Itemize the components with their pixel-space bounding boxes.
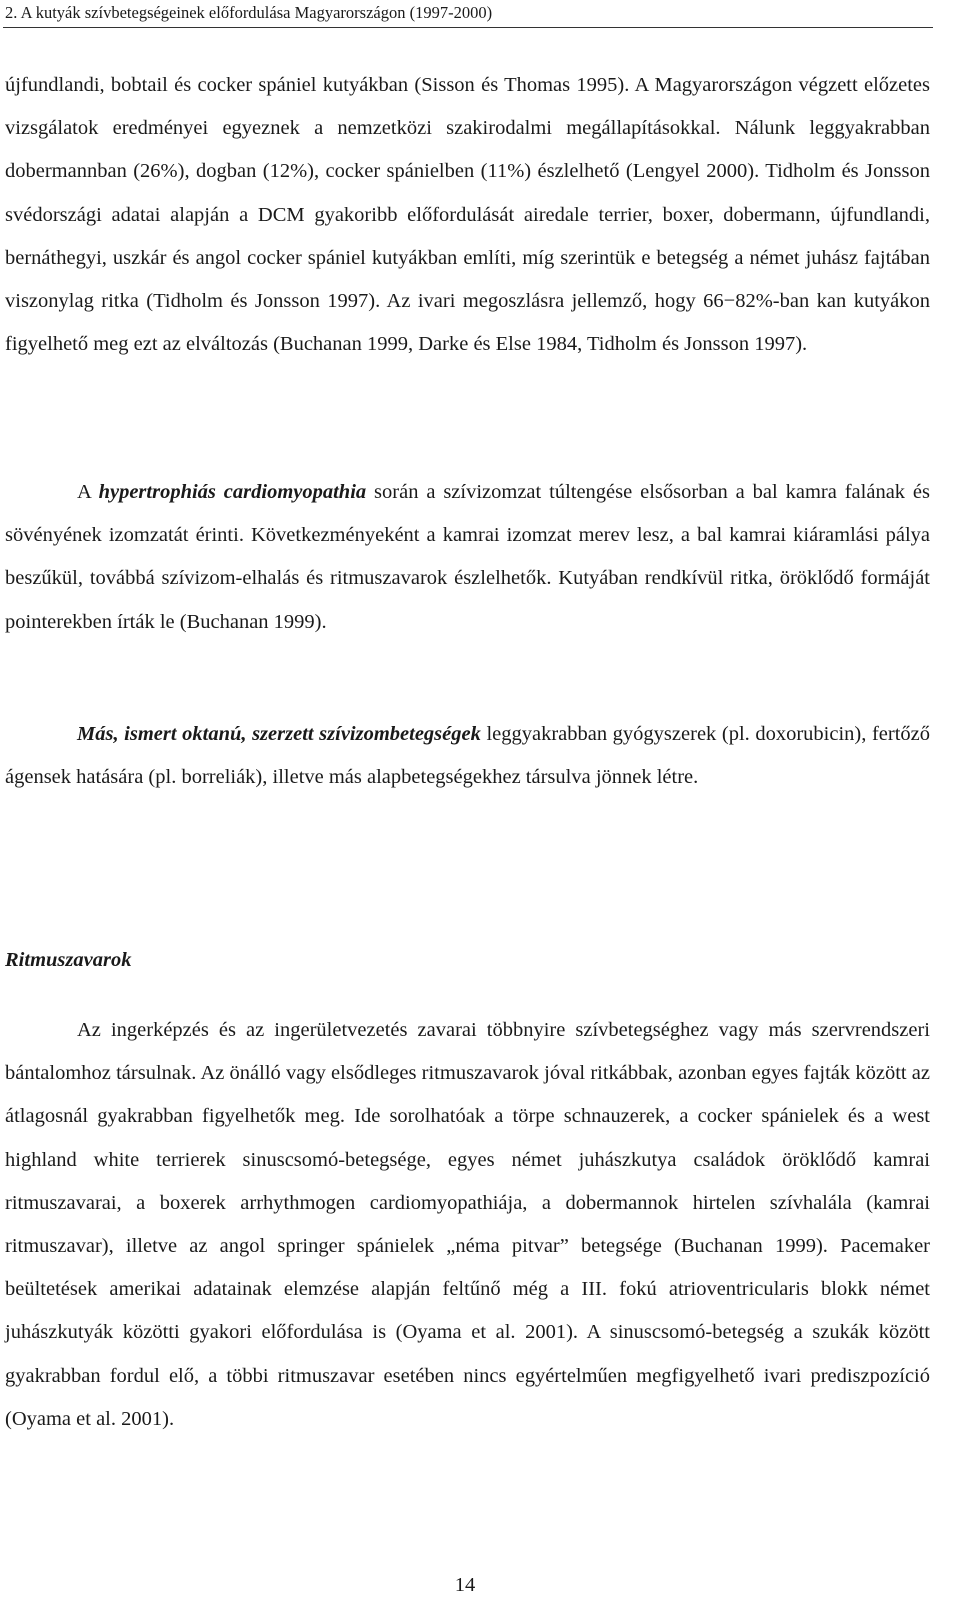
paragraph-body: leggyakrabban gyógyszerek (pl. doxorubicin), fertőző ágensek hatására (pl. borreliák), illetve más alapbetegségekhez társulva jönnek létre. — [5, 723, 930, 789]
section-heading: Ritmuszavarok — [5, 949, 132, 971]
paragraph-body: során a szívizomzat túltengése elsősorban a bal kamra falának és sövényének izomzatát érinti. Következményeként a kamrai izomzat merev lesz, a bal kamrai kiáramlási pálya beszűkül, továbbá szívizom-elhalás és ritmuszavarok észlelhetők. Kutyában rendkívül ritka, öröklődő formáját pointerekben írták le (Buchanan 1999). — [5, 481, 931, 633]
running-header: 2. A kutyák szívbetegségeinek előfordulása Magyarországon (1997-2000) — [5, 3, 493, 22]
paragraph-arrhythmias: Az ingerképzés és az ingerületvezetés zavarai többnyire szívbetegséghez vagy más szervrendszeri bántalomhoz társulnak. Az önálló vagy elsődleges ritmuszavarok jóval ritkábbak, azonban egyes fajták között az átlagosnál gyakrabban figyelhetők meg. Ide sorolhatóak a törpe schnauzerek, a cocker spánielek és a west highland white terrierek sinuscsomó-betegsége, egyes német juhászkutya családok öröklődő kamrai ritmuszavarai, a boxerek arrhythmogen cardiomyopathiája, a dobermannok hirtelen szívhalála (kamrai ritmuszavar), illetve az angol springer spánielek „néma pitvar” betegsége (Buchanan 1999). Pacemaker beültetések amerikai adatainak elemzése alapján feltűnő még a III. fokú atrioventricularis blokk német juhászkutyák közötti gyakori előfordulása is (Oyama et al. 2001). A sinuscsomó-betegség a szukák között gyakrabban fordul elő, a többi ritmuszavar esetében nincs egyértelműen megfigyelhető ivari prediszpozíció (Oyama et al. 2001). — [5, 1019, 930, 1430]
header-rule — [3, 27, 933, 28]
term-hypertrophic-cardiomyopathy: hypertrophiás cardiomyopathia — [98, 481, 367, 503]
paragraph-dcm-breeds: újfundlandi, bobtail és cocker spániel kutyákban (Sisson és Thomas 1995). A Magyarországon végzett előzetes vizsgálatok eredményei egyeznek a nemzetközi szakirodalmi megállapításokkal. Nálunk leggyakrabban dobermannban (26%), dogban (12%), cocker spánielben (11%) észlelhető (Lengyel 2000). Tidholm és Jonsson svédországi adatai alapján a DCM gyakoribb előfordulását airedale terrier, boxer, dobermann, újfundlandi, bernáthegyi, uszkár és angol cocker spániel kutyákban említi, míg szerintük e betegség a német juhász fajtában viszonylag ritka (Tidholm és Jonsson 1997). Az ivari megoszlásra jellemző, hogy 66−82%-ban kan kutyákon figyelhető meg ezt az elváltozás (Buchanan 1999, Darke és Else 1984, Tidholm és Jonsson 1997). — [5, 74, 930, 356]
page-number: 14 — [454, 1574, 476, 1596]
paragraph-lead: A — [77, 481, 99, 503]
paragraph-acquired-myocardial-diseases — [5, 713, 930, 799]
paragraph-hypertrophic-cardiomyopathy — [5, 471, 930, 644]
term-acquired-myocardial-diseases: Más, ismert oktanú, szerzett szívizombetegségek — [77, 723, 481, 745]
